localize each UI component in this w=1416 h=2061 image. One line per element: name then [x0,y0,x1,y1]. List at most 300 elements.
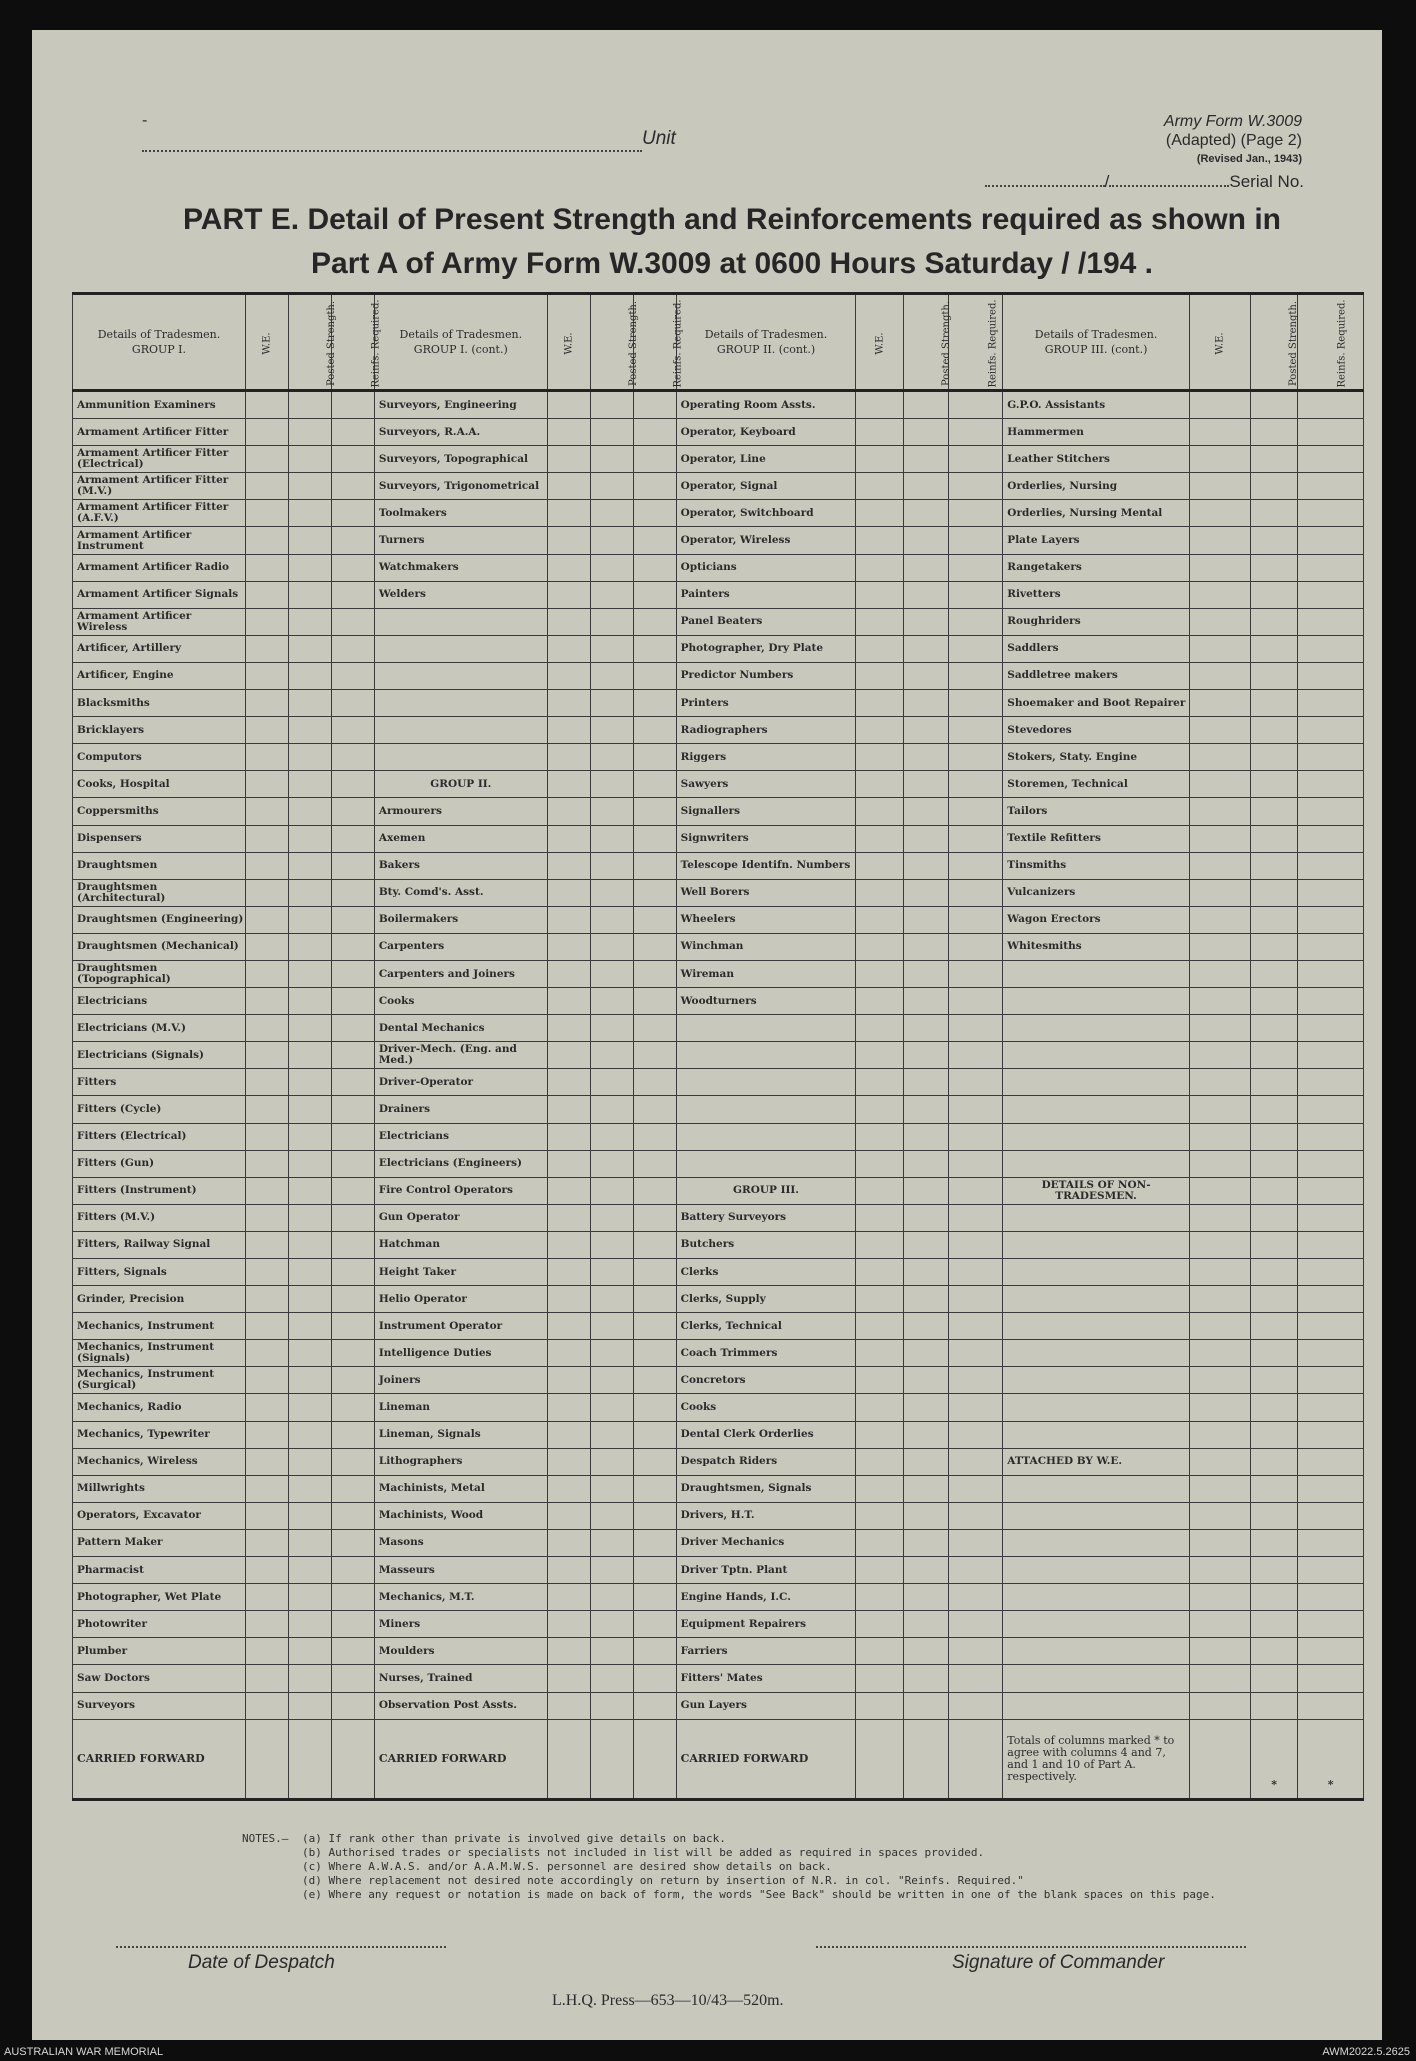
total-cell[interactable] [331,1719,374,1799]
entry-cell[interactable] [949,1177,1003,1204]
entry-cell[interactable] [903,1557,948,1584]
entry-cell[interactable] [547,1448,590,1475]
entry-cell[interactable] [1189,1692,1250,1719]
entry-cell[interactable] [331,1150,374,1177]
entry-cell[interactable] [1298,1529,1364,1556]
entry-cell[interactable] [331,744,374,771]
entry-cell[interactable] [949,608,1003,635]
entry-cell[interactable] [949,1692,1003,1719]
entry-cell[interactable] [1250,852,1297,879]
entry-cell[interactable] [1189,1096,1250,1123]
entry-cell[interactable] [856,825,903,852]
entry-cell[interactable] [245,744,288,771]
entry-cell[interactable] [949,744,1003,771]
entry-cell[interactable] [1298,1015,1364,1042]
entry-cell[interactable] [633,1557,676,1584]
entry-cell[interactable] [633,446,676,473]
entry-cell[interactable] [856,391,903,419]
entry-cell[interactable] [1250,1448,1297,1475]
entry-cell[interactable] [1298,1692,1364,1719]
total-cell[interactable] [633,1719,676,1799]
entry-cell[interactable] [331,1123,374,1150]
entry-cell[interactable] [903,527,948,554]
entry-cell[interactable] [633,1367,676,1394]
entry-cell[interactable] [856,1340,903,1367]
entry-cell[interactable] [288,1502,331,1529]
entry-cell[interactable] [1189,662,1250,689]
entry-cell[interactable] [1250,1557,1297,1584]
entry-cell[interactable] [903,1177,948,1204]
entry-cell[interactable] [331,879,374,906]
entry-cell[interactable] [903,1069,948,1096]
entry-cell[interactable] [903,879,948,906]
entry-cell[interactable] [331,1557,374,1584]
entry-cell[interactable] [331,1015,374,1042]
entry-cell[interactable] [245,1313,288,1340]
entry-cell[interactable] [547,1069,590,1096]
entry-cell[interactable] [1189,1015,1250,1042]
entry-cell[interactable] [856,1584,903,1611]
entry-cell[interactable] [1189,608,1250,635]
entry-cell[interactable] [288,1475,331,1502]
entry-cell[interactable] [547,1475,590,1502]
entry-cell[interactable] [1298,1259,1364,1286]
entry-cell[interactable] [331,1692,374,1719]
entry-cell[interactable] [331,906,374,933]
entry-cell[interactable] [1250,1286,1297,1313]
entry-cell[interactable] [633,717,676,744]
entry-cell[interactable] [590,744,633,771]
entry-cell[interactable] [547,1177,590,1204]
entry-cell[interactable] [590,635,633,662]
total-cell[interactable] [903,1719,948,1799]
entry-cell[interactable] [903,1150,948,1177]
entry-cell[interactable] [547,1665,590,1692]
entry-cell[interactable] [633,825,676,852]
entry-cell[interactable] [547,1340,590,1367]
entry-cell[interactable] [1189,744,1250,771]
entry-cell[interactable] [331,1367,374,1394]
entry-cell[interactable] [1298,798,1364,825]
entry-cell[interactable] [331,1611,374,1638]
entry-cell[interactable] [1189,879,1250,906]
entry-cell[interactable] [1250,1015,1297,1042]
entry-cell[interactable] [590,608,633,635]
entry-cell[interactable] [1250,1665,1297,1692]
entry-cell[interactable] [633,1421,676,1448]
entry-cell[interactable] [949,1204,1003,1231]
entry-cell[interactable] [903,608,948,635]
entry-cell[interactable] [288,988,331,1015]
entry-cell[interactable] [331,1421,374,1448]
entry-cell[interactable] [1189,690,1250,717]
entry-cell[interactable] [1250,690,1297,717]
entry-cell[interactable] [288,798,331,825]
entry-cell[interactable] [856,988,903,1015]
entry-cell[interactable] [903,500,948,527]
entry-cell[interactable] [949,1367,1003,1394]
entry-cell[interactable] [856,1259,903,1286]
entry-cell[interactable] [590,391,633,419]
entry-cell[interactable] [590,1557,633,1584]
entry-cell[interactable] [1250,581,1297,608]
entry-cell[interactable] [633,1204,676,1231]
entry-cell[interactable] [633,852,676,879]
entry-cell[interactable] [288,744,331,771]
entry-cell[interactable] [1250,500,1297,527]
entry-cell[interactable] [903,1502,948,1529]
entry-cell[interactable] [856,1286,903,1313]
entry-cell[interactable] [949,554,1003,581]
entry-cell[interactable] [903,1313,948,1340]
entry-cell[interactable] [1298,635,1364,662]
entry-cell[interactable] [590,554,633,581]
entry-cell[interactable] [288,1313,331,1340]
entry-cell[interactable] [856,1421,903,1448]
entry-cell[interactable] [590,1394,633,1421]
entry-cell[interactable] [245,771,288,798]
entry-cell[interactable] [1298,1096,1364,1123]
entry-cell[interactable] [590,1421,633,1448]
total-cell[interactable] [590,1719,633,1799]
entry-cell[interactable] [1298,446,1364,473]
entry-cell[interactable] [245,1150,288,1177]
entry-cell[interactable] [1298,1069,1364,1096]
entry-cell[interactable] [245,391,288,419]
entry-cell[interactable] [1250,1421,1297,1448]
entry-cell[interactable] [288,825,331,852]
entry-cell[interactable] [903,1015,948,1042]
entry-cell[interactable] [1189,1557,1250,1584]
entry-cell[interactable] [245,717,288,744]
entry-cell[interactable] [1250,744,1297,771]
commander-signature-line[interactable] [816,1946,1246,1948]
entry-cell[interactable] [590,1584,633,1611]
entry-cell[interactable] [1189,1286,1250,1313]
entry-cell[interactable] [903,988,948,1015]
entry-cell[interactable] [903,798,948,825]
entry-cell[interactable] [949,717,1003,744]
entry-cell[interactable] [331,1069,374,1096]
entry-cell[interactable] [633,1096,676,1123]
entry-cell[interactable] [1189,1231,1250,1258]
total-cell[interactable] [949,1719,1003,1799]
entry-cell[interactable] [547,554,590,581]
entry-cell[interactable] [288,1231,331,1258]
entry-cell[interactable] [903,1665,948,1692]
entry-cell[interactable] [331,527,374,554]
entry-cell[interactable] [331,690,374,717]
entry-cell[interactable] [331,419,374,446]
entry-cell[interactable] [1189,988,1250,1015]
entry-cell[interactable] [856,581,903,608]
entry-cell[interactable] [1250,1150,1297,1177]
entry-cell[interactable] [1298,1367,1364,1394]
entry-cell[interactable] [590,1665,633,1692]
entry-cell[interactable] [633,744,676,771]
entry-cell[interactable] [288,527,331,554]
entry-cell[interactable] [903,1611,948,1638]
entry-cell[interactable] [1189,391,1250,419]
entry-cell[interactable] [288,581,331,608]
entry-cell[interactable] [288,554,331,581]
entry-cell[interactable] [903,1259,948,1286]
entry-cell[interactable] [633,1286,676,1313]
entry-cell[interactable] [288,1340,331,1367]
entry-cell[interactable] [633,500,676,527]
entry-cell[interactable] [547,744,590,771]
entry-cell[interactable] [633,1340,676,1367]
entry-cell[interactable] [949,1584,1003,1611]
entry-cell[interactable] [288,690,331,717]
entry-cell[interactable] [590,1286,633,1313]
entry-cell[interactable] [856,771,903,798]
entry-cell[interactable] [949,825,1003,852]
entry-cell[interactable] [949,581,1003,608]
entry-cell[interactable] [547,1231,590,1258]
entry-cell[interactable] [288,1069,331,1096]
entry-cell[interactable] [856,1692,903,1719]
despatch-date-line[interactable] [116,1946,446,1948]
entry-cell[interactable] [1298,744,1364,771]
entry-cell[interactable] [1189,1394,1250,1421]
entry-cell[interactable] [245,473,288,500]
entry-cell[interactable] [245,446,288,473]
entry-cell[interactable] [1298,1502,1364,1529]
entry-cell[interactable] [590,988,633,1015]
entry-cell[interactable] [633,879,676,906]
entry-cell[interactable] [590,879,633,906]
entry-cell[interactable] [856,690,903,717]
entry-cell[interactable] [1298,960,1364,987]
entry-cell[interactable] [633,1177,676,1204]
entry-cell[interactable] [903,744,948,771]
entry-cell[interactable] [856,1042,903,1069]
entry-cell[interactable] [331,1259,374,1286]
entry-cell[interactable] [949,1475,1003,1502]
entry-cell[interactable] [245,581,288,608]
entry-cell[interactable] [288,1286,331,1313]
entry-cell[interactable] [331,1529,374,1556]
entry-cell[interactable] [245,608,288,635]
entry-cell[interactable] [1250,1692,1297,1719]
entry-cell[interactable] [856,1638,903,1665]
entry-cell[interactable] [1298,1150,1364,1177]
entry-cell[interactable] [288,852,331,879]
entry-cell[interactable] [245,527,288,554]
entry-cell[interactable] [856,1367,903,1394]
entry-cell[interactable] [590,1475,633,1502]
entry-cell[interactable] [288,1096,331,1123]
entry-cell[interactable] [949,798,1003,825]
entry-cell[interactable] [903,446,948,473]
entry-cell[interactable] [1250,960,1297,987]
entry-cell[interactable] [1298,527,1364,554]
entry-cell[interactable] [547,717,590,744]
entry-cell[interactable] [1189,1069,1250,1096]
entry-cell[interactable] [288,1692,331,1719]
entry-cell[interactable] [633,1259,676,1286]
entry-cell[interactable] [856,554,903,581]
entry-cell[interactable] [590,906,633,933]
entry-cell[interactable] [245,1394,288,1421]
entry-cell[interactable] [1189,798,1250,825]
entry-cell[interactable] [903,1096,948,1123]
entry-cell[interactable] [633,1611,676,1638]
entry-cell[interactable] [590,1177,633,1204]
entry-cell[interactable] [856,1204,903,1231]
entry-cell[interactable] [903,906,948,933]
entry-cell[interactable] [1189,1177,1250,1204]
entry-cell[interactable] [547,1042,590,1069]
entry-cell[interactable] [590,933,633,960]
entry-cell[interactable] [547,1204,590,1231]
entry-cell[interactable] [547,1394,590,1421]
entry-cell[interactable] [1189,1313,1250,1340]
entry-cell[interactable] [856,1123,903,1150]
entry-cell[interactable] [288,473,331,500]
entry-cell[interactable] [590,662,633,689]
entry-cell[interactable] [1250,419,1297,446]
entry-cell[interactable] [331,1394,374,1421]
entry-cell[interactable] [547,1529,590,1556]
entry-cell[interactable] [633,527,676,554]
entry-cell[interactable] [633,1069,676,1096]
entry-cell[interactable] [288,879,331,906]
entry-cell[interactable] [331,988,374,1015]
entry-cell[interactable] [949,1638,1003,1665]
entry-cell[interactable] [288,1394,331,1421]
entry-cell[interactable] [903,635,948,662]
entry-cell[interactable] [856,933,903,960]
entry-cell[interactable] [288,446,331,473]
entry-cell[interactable] [949,1529,1003,1556]
entry-cell[interactable] [288,1557,331,1584]
entry-cell[interactable] [856,717,903,744]
entry-cell[interactable] [903,960,948,987]
entry-cell[interactable] [547,1259,590,1286]
entry-cell[interactable] [856,744,903,771]
entry-cell[interactable] [331,1340,374,1367]
entry-cell[interactable] [288,933,331,960]
entry-cell[interactable] [590,798,633,825]
entry-cell[interactable] [590,1313,633,1340]
entry-cell[interactable] [903,1529,948,1556]
entry-cell[interactable] [903,1584,948,1611]
entry-cell[interactable] [903,1394,948,1421]
entry-cell[interactable] [949,1123,1003,1150]
entry-cell[interactable] [590,527,633,554]
entry-cell[interactable] [1250,1204,1297,1231]
entry-cell[interactable] [903,1448,948,1475]
entry-cell[interactable] [856,446,903,473]
entry-cell[interactable] [331,1313,374,1340]
entry-cell[interactable] [245,825,288,852]
entry-cell[interactable] [245,852,288,879]
entry-cell[interactable] [547,446,590,473]
entry-cell[interactable] [903,1231,948,1258]
entry-cell[interactable] [1298,1123,1364,1150]
entry-cell[interactable] [1298,581,1364,608]
entry-cell[interactable] [949,1150,1003,1177]
entry-cell[interactable] [331,1177,374,1204]
total-cell[interactable] [245,1719,288,1799]
entry-cell[interactable] [903,1123,948,1150]
entry-cell[interactable] [633,1665,676,1692]
entry-cell[interactable] [331,1204,374,1231]
entry-cell[interactable] [288,1204,331,1231]
entry-cell[interactable] [633,771,676,798]
entry-cell[interactable] [856,798,903,825]
entry-cell[interactable] [331,446,374,473]
entry-cell[interactable] [547,1421,590,1448]
entry-cell[interactable] [1250,771,1297,798]
entry-cell[interactable] [288,1177,331,1204]
entry-cell[interactable] [590,852,633,879]
entry-cell[interactable] [331,1231,374,1258]
entry-cell[interactable] [288,1529,331,1556]
entry-cell[interactable] [1250,1340,1297,1367]
entry-cell[interactable] [331,500,374,527]
entry-cell[interactable] [633,608,676,635]
entry-cell[interactable] [633,1638,676,1665]
entry-cell[interactable] [949,1340,1003,1367]
entry-cell[interactable] [1189,1638,1250,1665]
entry-cell[interactable] [633,1150,676,1177]
entry-cell[interactable] [245,1665,288,1692]
entry-cell[interactable] [949,852,1003,879]
entry-cell[interactable] [547,581,590,608]
entry-cell[interactable] [547,1150,590,1177]
entry-cell[interactable] [949,1231,1003,1258]
entry-cell[interactable] [288,1421,331,1448]
entry-cell[interactable] [949,988,1003,1015]
entry-cell[interactable] [633,1231,676,1258]
entry-cell[interactable] [856,527,903,554]
entry-cell[interactable] [1189,906,1250,933]
entry-cell[interactable] [949,1313,1003,1340]
entry-cell[interactable] [633,554,676,581]
entry-cell[interactable] [331,635,374,662]
entry-cell[interactable] [245,1448,288,1475]
entry-cell[interactable] [331,1638,374,1665]
entry-cell[interactable] [590,1069,633,1096]
entry-cell[interactable] [856,960,903,987]
entry-cell[interactable] [633,581,676,608]
entry-cell[interactable] [1189,1529,1250,1556]
entry-cell[interactable] [1189,635,1250,662]
entry-cell[interactable] [949,635,1003,662]
entry-cell[interactable] [856,1529,903,1556]
entry-cell[interactable] [1250,798,1297,825]
entry-cell[interactable] [1298,500,1364,527]
entry-cell[interactable] [903,717,948,744]
entry-cell[interactable] [331,1584,374,1611]
entry-cell[interactable] [245,1123,288,1150]
entry-cell[interactable] [949,1611,1003,1638]
entry-cell[interactable] [245,554,288,581]
entry-cell[interactable] [633,1692,676,1719]
entry-cell[interactable] [1298,1204,1364,1231]
entry-cell[interactable] [331,391,374,419]
entry-cell[interactable] [590,1015,633,1042]
entry-cell[interactable] [856,1475,903,1502]
entry-cell[interactable] [949,1557,1003,1584]
entry-cell[interactable] [633,1448,676,1475]
entry-cell[interactable] [245,1340,288,1367]
entry-cell[interactable] [903,1042,948,1069]
entry-cell[interactable] [949,1448,1003,1475]
